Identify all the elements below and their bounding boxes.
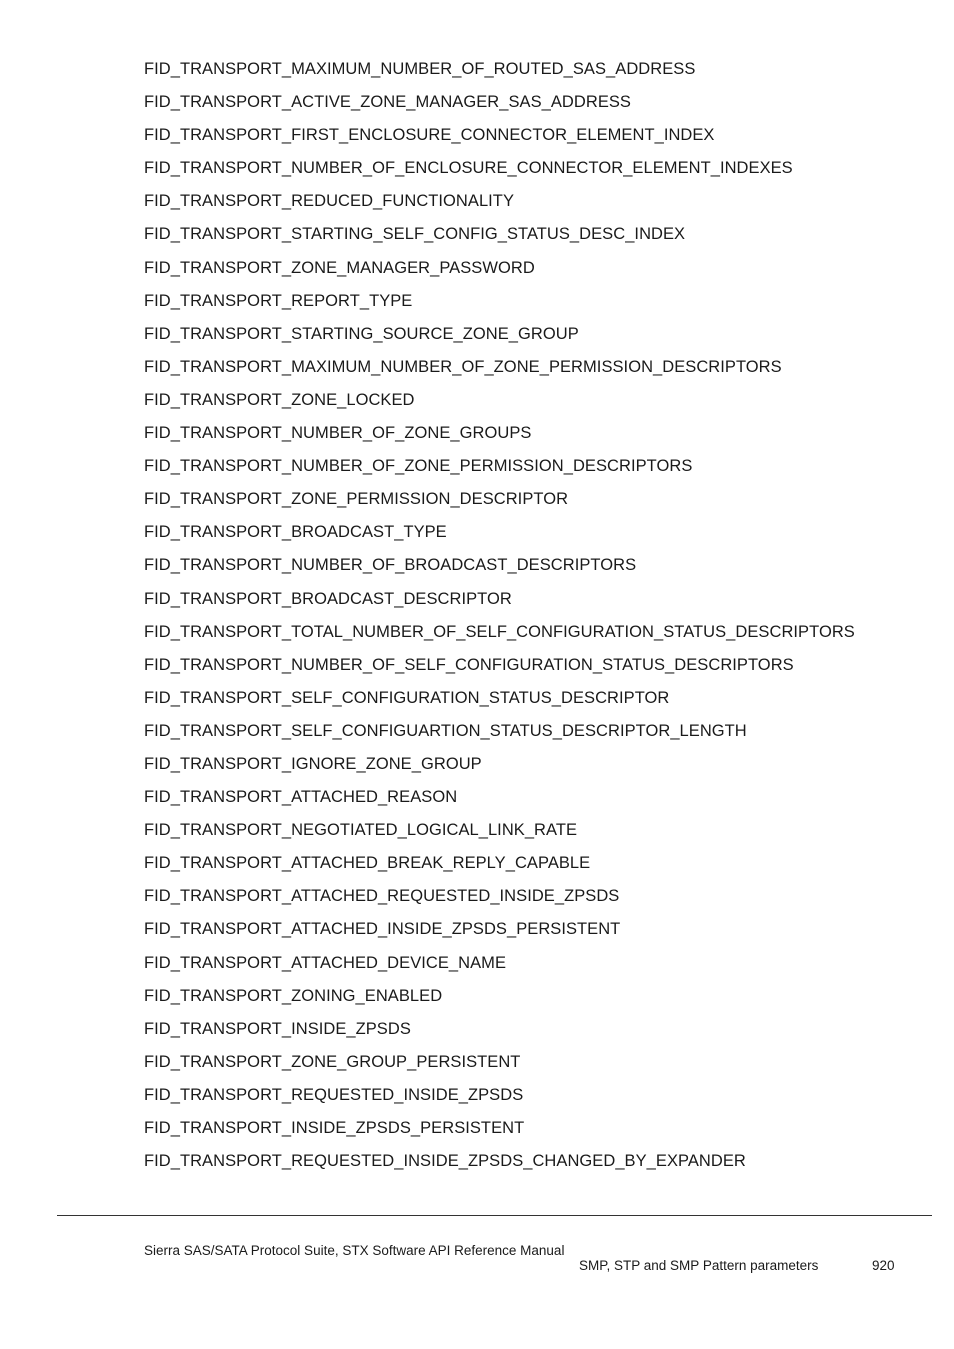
parameter-item: FID_TRANSPORT_BROADCAST_DESCRIPTOR	[144, 589, 512, 608]
footer-manual-title: Sierra SAS/SATA Protocol Suite, STX Software API Reference Manual	[144, 1243, 565, 1258]
parameter-item: FID_TRANSPORT_NUMBER_OF_SELF_CONFIGURATION_STATUS_DESCRIPTORS	[144, 655, 794, 674]
parameter-item: FID_TRANSPORT_BROADCAST_TYPE	[144, 523, 447, 542]
parameter-item: FID_TRANSPORT_TOTAL_NUMBER_OF_SELF_CONFIGURATION_STATUS_DESCRIPTORS	[144, 622, 855, 641]
parameter-item: FID_TRANSPORT_NUMBER_OF_BROADCAST_DESCRIPTORS	[144, 556, 637, 575]
parameter-item: FID_TRANSPORT_MAXIMUM_NUMBER_OF_ZONE_PERMISSION_DESCRIPTORS	[144, 357, 782, 376]
parameter-item: FID_TRANSPORT_ATTACHED_REASON	[144, 788, 458, 807]
parameter-item: FID_TRANSPORT_ATTACHED_DEVICE_NAME	[144, 953, 507, 972]
parameter-item: FID_TRANSPORT_ZONE_LOCKED	[144, 390, 415, 409]
parameter-item: FID_TRANSPORT_ZONING_ENABLED	[144, 986, 443, 1005]
parameter-item: FID_TRANSPORT_REDUCED_FUNCTIONALITY	[144, 192, 514, 211]
parameter-item: FID_TRANSPORT_ATTACHED_REQUESTED_INSIDE_ZPSDS	[144, 887, 620, 906]
parameter-item: FID_TRANSPORT_NEGOTIATED_LOGICAL_LINK_RATE	[144, 821, 578, 840]
footer-divider	[57, 1215, 932, 1216]
parameter-item: FID_TRANSPORT_MAXIMUM_NUMBER_OF_ROUTED_SAS_ADDRESS	[144, 60, 696, 78]
parameter-item: FID_TRANSPORT_REPORT_TYPE	[144, 291, 413, 310]
parameter-item: FID_TRANSPORT_FIRST_ENCLOSURE_CONNECTOR_ELEMENT_INDEX	[144, 126, 715, 145]
parameter-item: FID_TRANSPORT_ACTIVE_ZONE_MANAGER_SAS_ADDRESS	[144, 93, 631, 112]
parameter-item: FID_TRANSPORT_NUMBER_OF_ENCLOSURE_CONNECTOR_ELEMENT_INDEXES	[144, 159, 793, 178]
parameter-item: FID_TRANSPORT_INSIDE_ZPSDS_PERSISTENT	[144, 1119, 525, 1137]
parameter-item: FID_TRANSPORT_STARTING_SOURCE_ZONE_GROUP	[144, 324, 579, 343]
parameter-item: FID_TRANSPORT_ATTACHED_BREAK_REPLY_CAPABLE	[144, 854, 591, 873]
parameter-item: FID_TRANSPORT_NUMBER_OF_ZONE_GROUPS	[144, 424, 532, 443]
parameter-item: FID_TRANSPORT_NUMBER_OF_ZONE_PERMISSION_DESCRIPTORS	[144, 457, 693, 476]
parameter-item: FID_TRANSPORT_SELF_CONFIGURATION_STATUS_DESCRIPTOR	[144, 688, 670, 707]
footer-page-number: 920	[872, 1258, 895, 1273]
parameter-item: FID_TRANSPORT_IGNORE_ZONE_GROUP	[144, 754, 482, 773]
parameter-list	[144, 58, 855, 1183]
parameter-item: FID_TRANSPORT_ZONE_PERMISSION_DESCRIPTOR	[144, 490, 569, 509]
footer-section-title: SMP, STP and SMP Pattern parameters	[579, 1258, 819, 1273]
parameter-item: FID_TRANSPORT_REQUESTED_INSIDE_ZPSDS_CHANGED_BY_EXPANDER	[144, 1152, 746, 1171]
parameter-item: FID_TRANSPORT_ATTACHED_INSIDE_ZPSDS_PERSISTENT	[144, 920, 621, 939]
parameter-item: FID_TRANSPORT_INSIDE_ZPSDS	[144, 1019, 411, 1038]
parameter-item: FID_TRANSPORT_REQUESTED_INSIDE_ZPSDS	[144, 1085, 524, 1104]
parameter-item: FID_TRANSPORT_ZONE_MANAGER_PASSWORD	[144, 258, 535, 277]
parameter-item: FID_TRANSPORT_ZONE_GROUP_PERSISTENT	[144, 1052, 521, 1071]
parameter-item: FID_TRANSPORT_SELF_CONFIGUARTION_STATUS_DESCRIPTOR_LENGTH	[144, 721, 747, 740]
parameter-item: FID_TRANSPORT_STARTING_SELF_CONFIG_STATUS_DESC_INDEX	[144, 225, 686, 244]
